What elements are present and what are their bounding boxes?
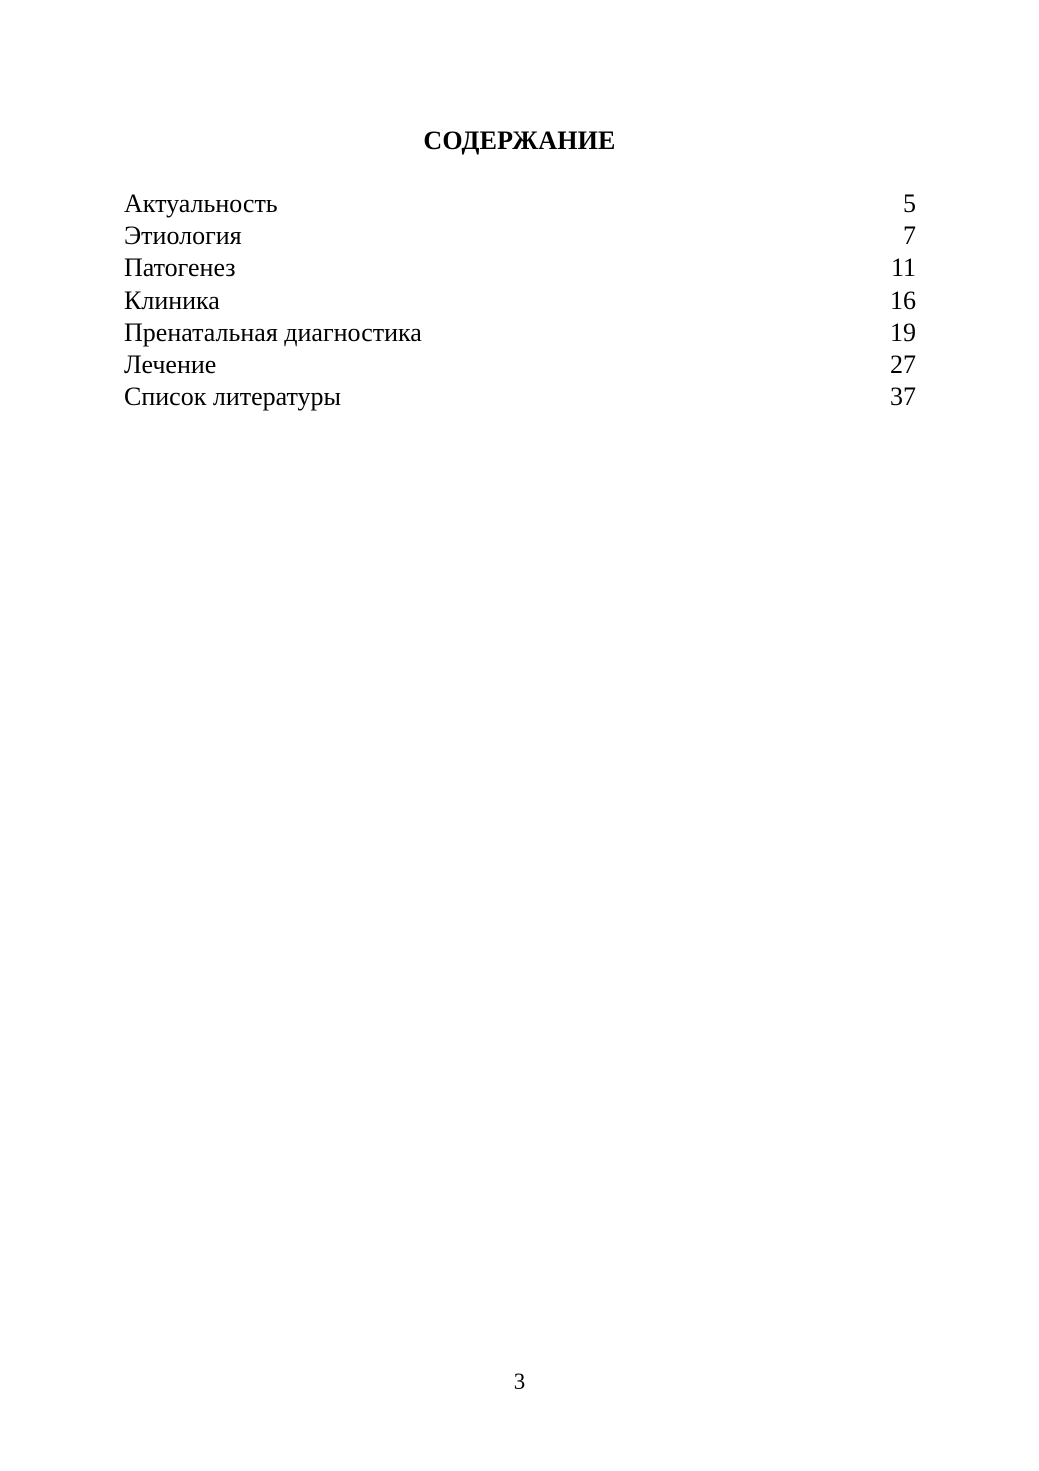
toc-entry-page: 27 bbox=[890, 349, 916, 379]
toc-entry-page: 5 bbox=[903, 189, 916, 218]
toc-entry-title: Пренатальная диагностика bbox=[124, 317, 422, 347]
toc-entry-title: Актуальность bbox=[124, 189, 278, 218]
toc-entry-title: Клиника bbox=[124, 285, 220, 315]
page-number: 3 bbox=[513, 1369, 526, 1394]
toc-entry bbox=[124, 220, 916, 252]
page-title: СОДЕРЖАНИЕ bbox=[423, 126, 616, 155]
toc-entry bbox=[124, 285, 916, 317]
toc-entry-page: 37 bbox=[890, 382, 916, 412]
toc-entry-title: Лечение bbox=[124, 349, 217, 379]
toc-entry bbox=[124, 188, 916, 220]
toc-entry-title: Этиология bbox=[124, 221, 242, 251]
toc-entry-page: 11 bbox=[890, 253, 916, 283]
toc-entry bbox=[124, 252, 916, 284]
toc-entry bbox=[124, 349, 916, 381]
table-of-contents bbox=[124, 188, 916, 413]
toc-entry bbox=[124, 317, 916, 349]
toc-entry-title: Патогенез bbox=[124, 253, 236, 283]
toc-entry-page: 19 bbox=[890, 317, 916, 347]
toc-entry-page: 7 bbox=[903, 221, 916, 251]
toc-entry bbox=[124, 381, 916, 413]
toc-entry-title: Список литературы bbox=[124, 382, 341, 412]
toc-entry-page: 16 bbox=[890, 285, 916, 315]
